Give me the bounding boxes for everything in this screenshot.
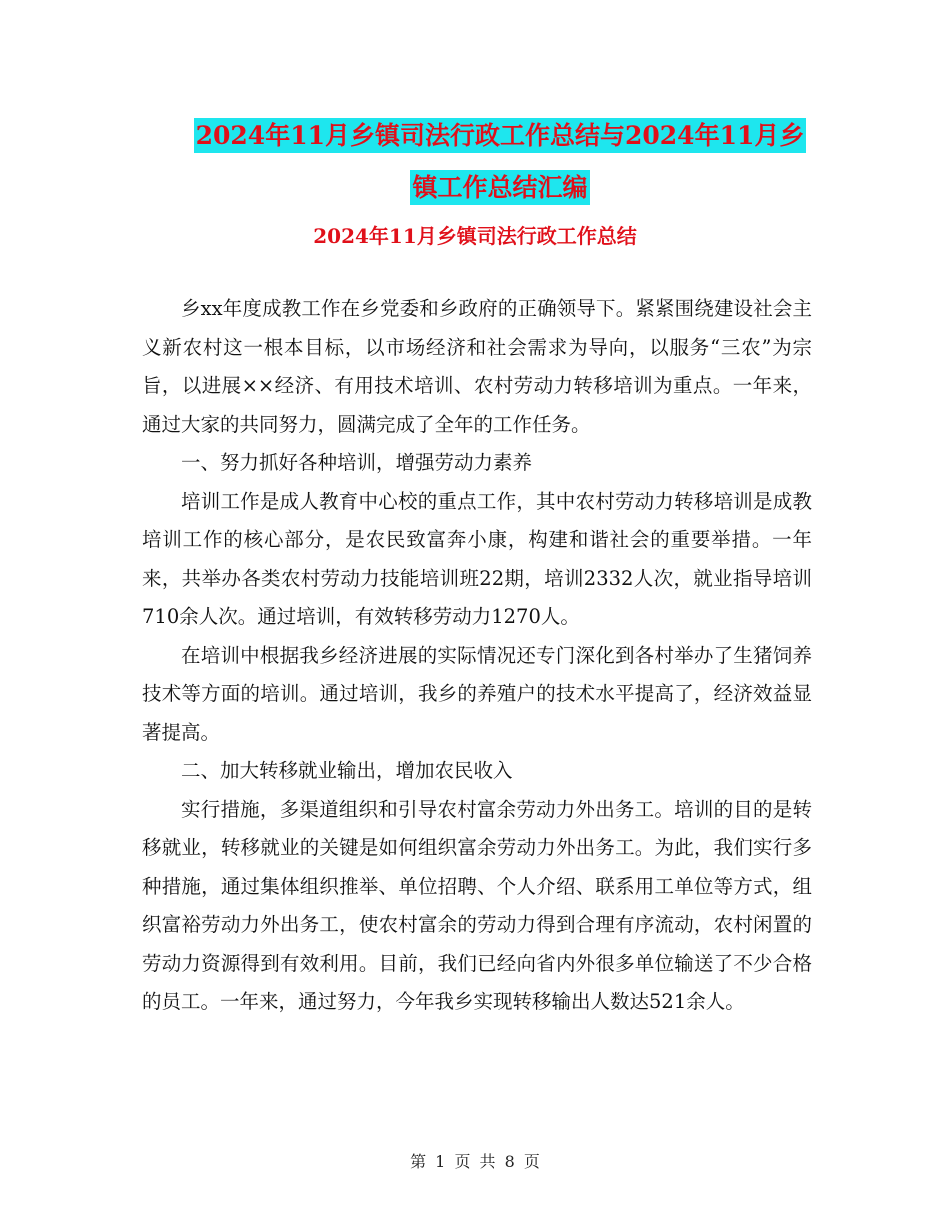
page-number-footer: 第 1 页 共 8 页 xyxy=(410,1152,540,1171)
body-paragraph: 乡xx年度成教工作在乡党委和乡政府的正确领导下。紧紧围绕建设社会主义新农村这一根本目标，以市场经济和社会需求为导向，以服务“三农”为宗旨，以进展××经济、有用技术培训、农村劳动力转移培训为重点。一年来，通过大家的共同努力，圆满完成了全年的工作任务。 xyxy=(142,297,812,436)
body-paragraph: 实行措施，多渠道组织和引导农村富余劳动力外出务工。培训的目的是转移就业，转移就业的关键是如何组织富余劳动力外出务工。为此，我们实行多种措施，通过集体组织推举、单位招聘、个人介绍、联系用工单位等方式，组织富裕劳动力外出务工，使农村富余的劳动力得到合理有序流动，农村闲置的劳动力资源得到有效利用。目前，我们已经向省内外很多单位输送了不少合格的员工。一年来，通过努力，今年我乡实现转移输出人数达521余人。 xyxy=(142,797,812,1013)
body-heading-2: 二、加大转移就业输出，增加农民收入 xyxy=(181,759,513,782)
body-paragraph: 培训工作是成人教育中心校的重点工作，其中农村劳动力转移培训是成教培训工作的核心部分，是农民致富奔小康，构建和谐社会的重要举措。一年来，共举办各类农村劳动力技能培训班22期，培训2332人次，就业指导培训710余人次。通过培训，有效转移劳动力1270人。 xyxy=(142,489,812,628)
document-title xyxy=(120,110,880,214)
document-title-line-2: 镇工作总结汇编 xyxy=(410,170,589,205)
section-title: 2024年11月乡镇司法行政工作总结 xyxy=(313,224,637,248)
body-paragraph: 在培训中根据我乡经济进展的实际情况还专门深化到各村举办了生猪饲养技术等方面的培训。通过培训，我乡的养殖户的技术水平提高了，经济效益显著提高。 xyxy=(142,643,812,744)
document-body xyxy=(142,290,812,1022)
document-title-line-1: 2024年11月乡镇司法行政工作总结与2024年11月乡 xyxy=(194,118,807,153)
body-heading-1: 一、努力抓好各种培训，增强劳动力素养 xyxy=(181,451,533,474)
